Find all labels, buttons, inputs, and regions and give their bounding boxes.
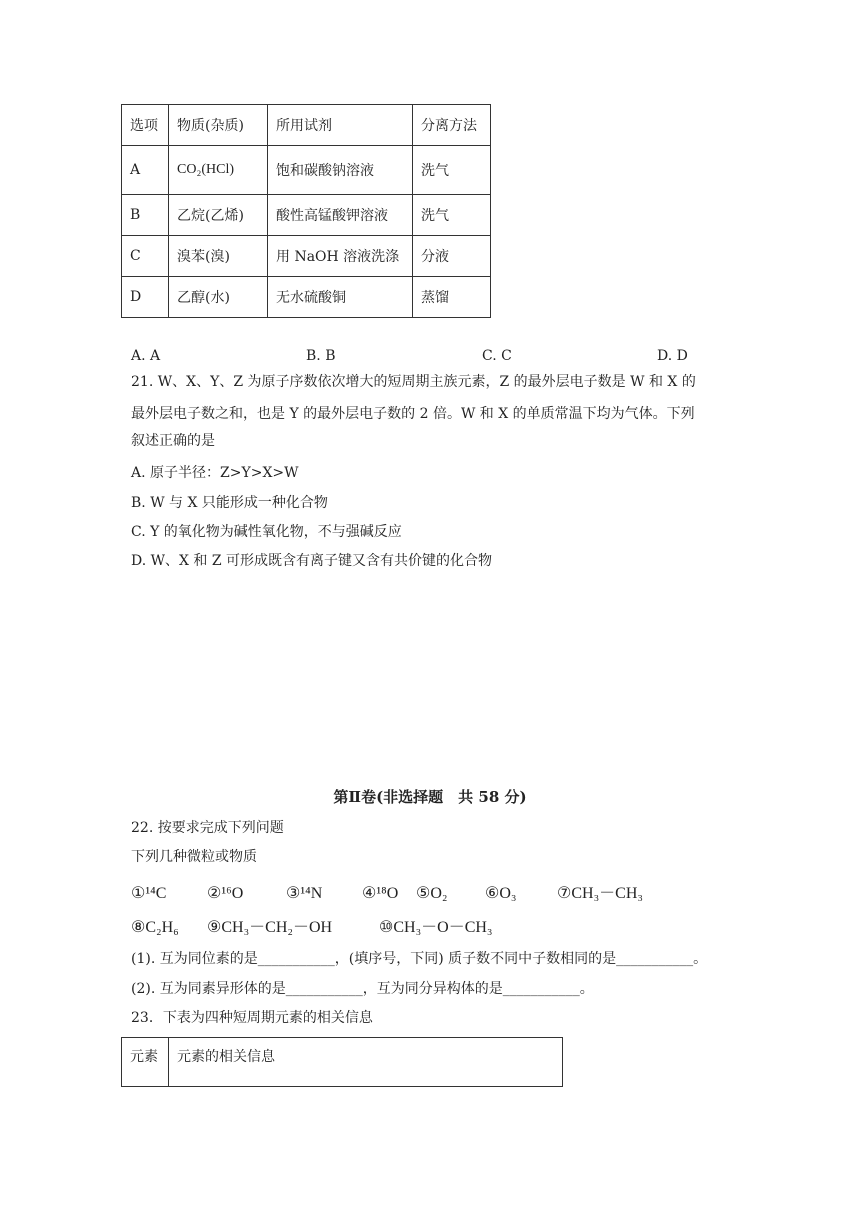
table-row bbox=[122, 236, 491, 277]
q22-intro: 下列几种微粒或物质 bbox=[131, 849, 257, 865]
table-cell: 蒸馏 bbox=[413, 277, 491, 318]
table-header-cell: 元素的相关信息 bbox=[169, 1038, 563, 1087]
choice-b: B. B bbox=[306, 348, 336, 364]
species-item: ⑨CH₃－CH₂－OH bbox=[207, 919, 333, 936]
table-cell: 溴苯(溴) bbox=[169, 236, 268, 277]
q21-stem-line: 21. W、X、Y、Z 为原子序数依次增大的短周期主族元素，Z 的最外层电子数是 W 和 X 的 bbox=[131, 374, 696, 390]
table-row bbox=[122, 195, 491, 236]
table-cell: 洗气 bbox=[413, 146, 491, 195]
table-cell: C bbox=[122, 236, 169, 277]
q21-option-d: D. W、X 和 Z 可形成既含有离子键又含有共价键的化合物 bbox=[131, 553, 493, 569]
choice-c: C. C bbox=[482, 348, 512, 364]
table-cell: 饱和碳酸钠溶液 bbox=[268, 146, 413, 195]
table-cell: 乙烷(乙烯) bbox=[169, 195, 268, 236]
species-item: ⑦CH₃－CH₃ bbox=[557, 885, 643, 902]
table-header-cell: 物质(杂质) bbox=[169, 105, 268, 146]
species-item: ⑧C₂H₆ bbox=[131, 919, 179, 936]
species-item: ⑤O₂ bbox=[416, 885, 448, 902]
table-cell: 乙醇(水) bbox=[169, 277, 268, 318]
choice-a: A. A bbox=[131, 348, 161, 364]
species-row-1 bbox=[131, 880, 643, 903]
species-item: ②¹⁶O bbox=[207, 885, 244, 902]
q23-heading: 23．下表为四种短周期元素的相关信息 bbox=[131, 1010, 373, 1026]
q22-subquestion-2: (2). 互为同素异形体的是___________，互为同分异构体的是___________。 bbox=[131, 981, 594, 997]
q21-option-b: B. W 与 X 只能形成一种化合物 bbox=[131, 495, 328, 511]
section-title: 第Ⅱ卷(非选择题 共 58 分) bbox=[333, 788, 527, 806]
table-header-cell: 选项 bbox=[122, 105, 169, 146]
table-header-row bbox=[122, 105, 491, 146]
species-item: ④¹⁸O bbox=[362, 885, 399, 902]
species-row-2 bbox=[131, 914, 493, 937]
table-row bbox=[122, 146, 491, 195]
table-cell: 洗气 bbox=[413, 195, 491, 236]
table-cell: B bbox=[122, 195, 169, 236]
table-cell: 无水硫酸铜 bbox=[268, 277, 413, 318]
table-row bbox=[122, 277, 491, 318]
q22-subquestion-1: (1). 互为同位素的是___________，(填序号，下同) 质子数不同中子数相同的是___________。 bbox=[131, 951, 708, 967]
table-cell: 用 NaOH 溶液洗涤 bbox=[268, 236, 413, 277]
table-header-cell: 元素 bbox=[122, 1038, 169, 1087]
table-cell: A bbox=[122, 146, 169, 195]
choice-d: D. D bbox=[657, 348, 688, 364]
q21-stem-line: 最外层电子数之和，也是 Y 的最外层电子数的 2 倍。W 和 X 的单质常温下均为气体。下列 bbox=[131, 406, 695, 422]
table-cell: D bbox=[122, 277, 169, 318]
q21-stem-line: 叙述正确的是 bbox=[131, 433, 215, 449]
reagent-table bbox=[121, 104, 491, 318]
table-header-row bbox=[122, 1038, 563, 1087]
species-item: ⑥O₃ bbox=[485, 885, 517, 902]
species-item: ①¹⁴C bbox=[131, 885, 167, 902]
table-cell: CO₂(HCl) bbox=[169, 146, 268, 195]
q21-option-c: C. Y 的氧化物为碱性氧化物，不与强碱反应 bbox=[131, 524, 402, 540]
species-item: ③¹⁴N bbox=[286, 885, 323, 902]
table-header-cell: 分离方法 bbox=[413, 105, 491, 146]
element-info-table bbox=[121, 1037, 563, 1087]
table-header-cell: 所用试剂 bbox=[268, 105, 413, 146]
table-cell: 分液 bbox=[413, 236, 491, 277]
species-item: ⑩CH₃－O－CH₃ bbox=[379, 919, 493, 936]
table-cell: 酸性高锰酸钾溶液 bbox=[268, 195, 413, 236]
q21-option-a: A. 原子半径：Z>Y>X>W bbox=[131, 465, 299, 481]
q22-heading: 22. 按要求完成下列问题 bbox=[131, 820, 284, 836]
